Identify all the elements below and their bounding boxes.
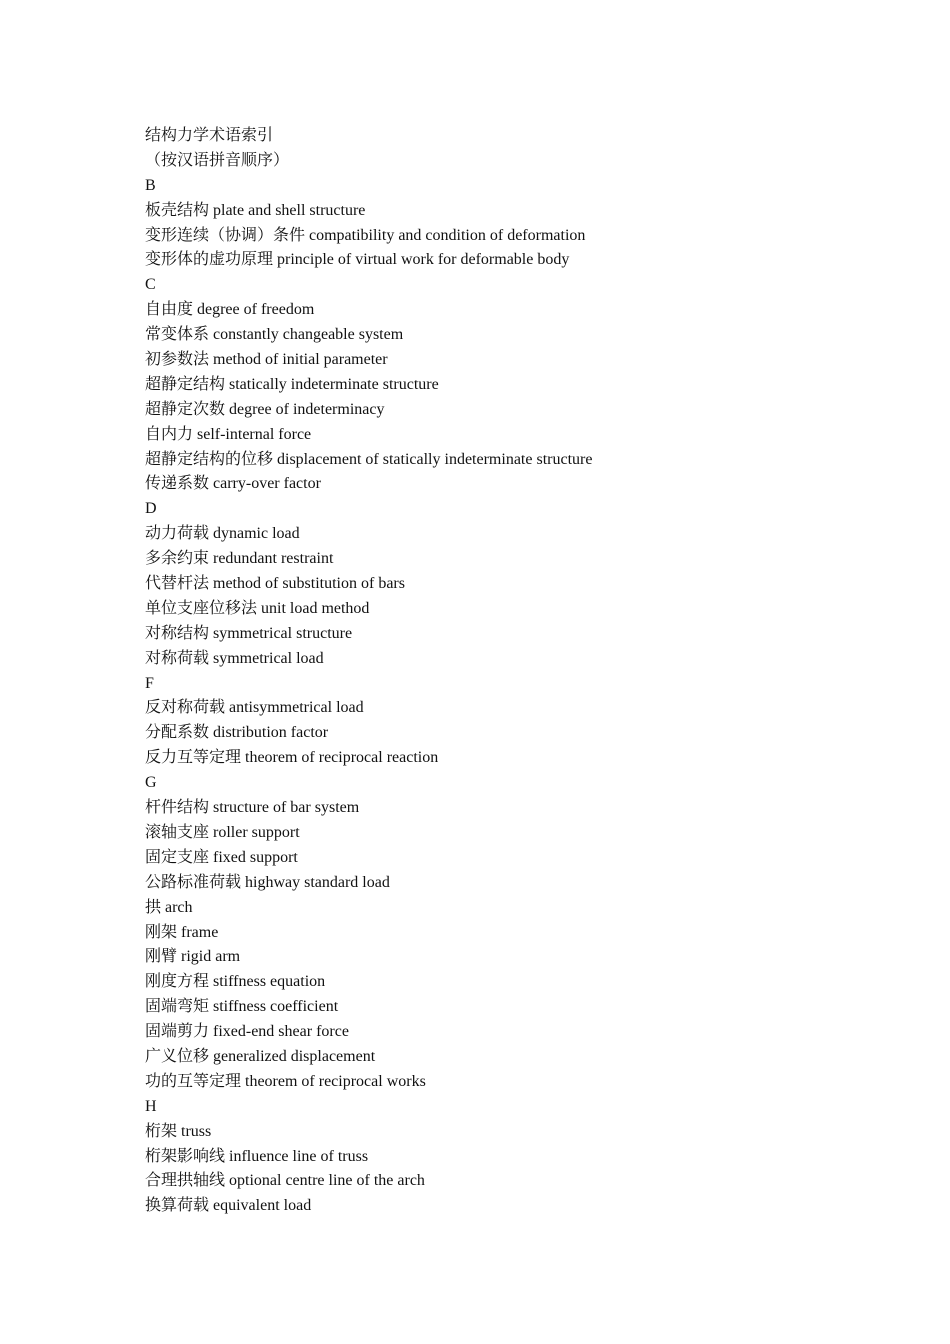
glossary-entry: 刚度方程 stiffness equation bbox=[145, 973, 326, 991]
glossary-entry: 杆件结构 structure of bar system bbox=[145, 799, 360, 817]
glossary-entry: 分配系数 distribution factor bbox=[145, 724, 329, 742]
glossary-entry: 反对称荷载 antisymmetrical load bbox=[145, 699, 364, 717]
glossary-entry: 代替杆法 method of substitution of bars bbox=[145, 575, 405, 593]
glossary-entry: 动力荷载 dynamic load bbox=[145, 525, 300, 543]
section-letter: C bbox=[145, 276, 156, 294]
glossary-entry: 固端弯矩 stiffness coefficient bbox=[145, 998, 339, 1016]
section-letter: F bbox=[145, 674, 154, 692]
glossary-entry: 单位支座位移法 unit load method bbox=[145, 599, 370, 617]
document-subtitle: （按汉语拼音顺序） bbox=[145, 151, 290, 169]
glossary-section-f bbox=[145, 672, 845, 772]
glossary-section-c bbox=[145, 273, 845, 497]
document-title: 结构力学术语索引 bbox=[145, 127, 274, 144]
section-letter: G bbox=[145, 774, 157, 792]
glossary-entry: 自内力 self-internal force bbox=[145, 425, 312, 443]
glossary-section-g bbox=[145, 771, 845, 1095]
glossary-entry: 常变体系 constantly changeable system bbox=[145, 326, 404, 344]
glossary-section-b bbox=[145, 174, 845, 274]
glossary-sections bbox=[145, 174, 845, 1219]
glossary-entry: 变形体的虚功原理 principle of virtual work for deformable body bbox=[145, 251, 570, 269]
glossary-entry: 固端剪力 fixed-end shear force bbox=[145, 1023, 349, 1041]
glossary-entry: 公路标准荷载 highway standard load bbox=[145, 873, 390, 891]
glossary-entry: 自由度 degree of freedom bbox=[145, 301, 315, 319]
glossary-entry: 初参数法 method of initial parameter bbox=[145, 351, 388, 369]
section-letter: H bbox=[145, 1097, 157, 1115]
glossary-entry: 拱 arch bbox=[145, 898, 193, 916]
glossary-entry: 刚架 frame bbox=[145, 923, 219, 941]
glossary-section-d bbox=[145, 497, 845, 671]
glossary-entry: 合理拱轴线 optional centre line of the arch bbox=[145, 1172, 425, 1190]
glossary-entry: 功的互等定理 theorem of reciprocal works bbox=[145, 1072, 426, 1090]
glossary-entry: 超静定结构 statically indeterminate structure bbox=[145, 375, 439, 393]
glossary-entry: 桁架 truss bbox=[145, 1122, 212, 1140]
glossary-entry: 固定支座 fixed support bbox=[145, 848, 298, 866]
glossary-entry: 刚臂 rigid arm bbox=[145, 948, 241, 966]
glossary-entry: 板壳结构 plate and shell structure bbox=[145, 201, 366, 219]
glossary-entry: 超静定次数 degree of indeterminacy bbox=[145, 400, 385, 418]
glossary-entry: 广义位移 generalized displacement bbox=[145, 1047, 376, 1065]
glossary-entry: 反力互等定理 theorem of reciprocal reaction bbox=[145, 749, 439, 767]
glossary-entry: 多余约束 redundant restraint bbox=[145, 550, 334, 568]
glossary-entry: 桁架影响线 influence line of truss bbox=[145, 1147, 369, 1165]
glossary-entry: 对称结构 symmetrical structure bbox=[145, 624, 353, 642]
glossary-entry: 超静定结构的位移 displacement of statically indeterminate structure bbox=[145, 450, 593, 468]
glossary-entry: 变形连续（协调）条件 compatibility and condition of deformation bbox=[145, 226, 586, 244]
section-letter: B bbox=[145, 176, 156, 194]
section-letter: D bbox=[145, 500, 157, 518]
glossary-entry: 滚轴支座 roller support bbox=[145, 823, 300, 841]
glossary-entry: 对称荷载 symmetrical load bbox=[145, 649, 324, 667]
glossary-section-h bbox=[145, 1095, 845, 1219]
glossary-entry: 换算荷载 equivalent load bbox=[145, 1197, 312, 1215]
glossary-entry: 传递系数 carry-over factor bbox=[145, 475, 321, 493]
glossary-content bbox=[145, 124, 845, 1219]
